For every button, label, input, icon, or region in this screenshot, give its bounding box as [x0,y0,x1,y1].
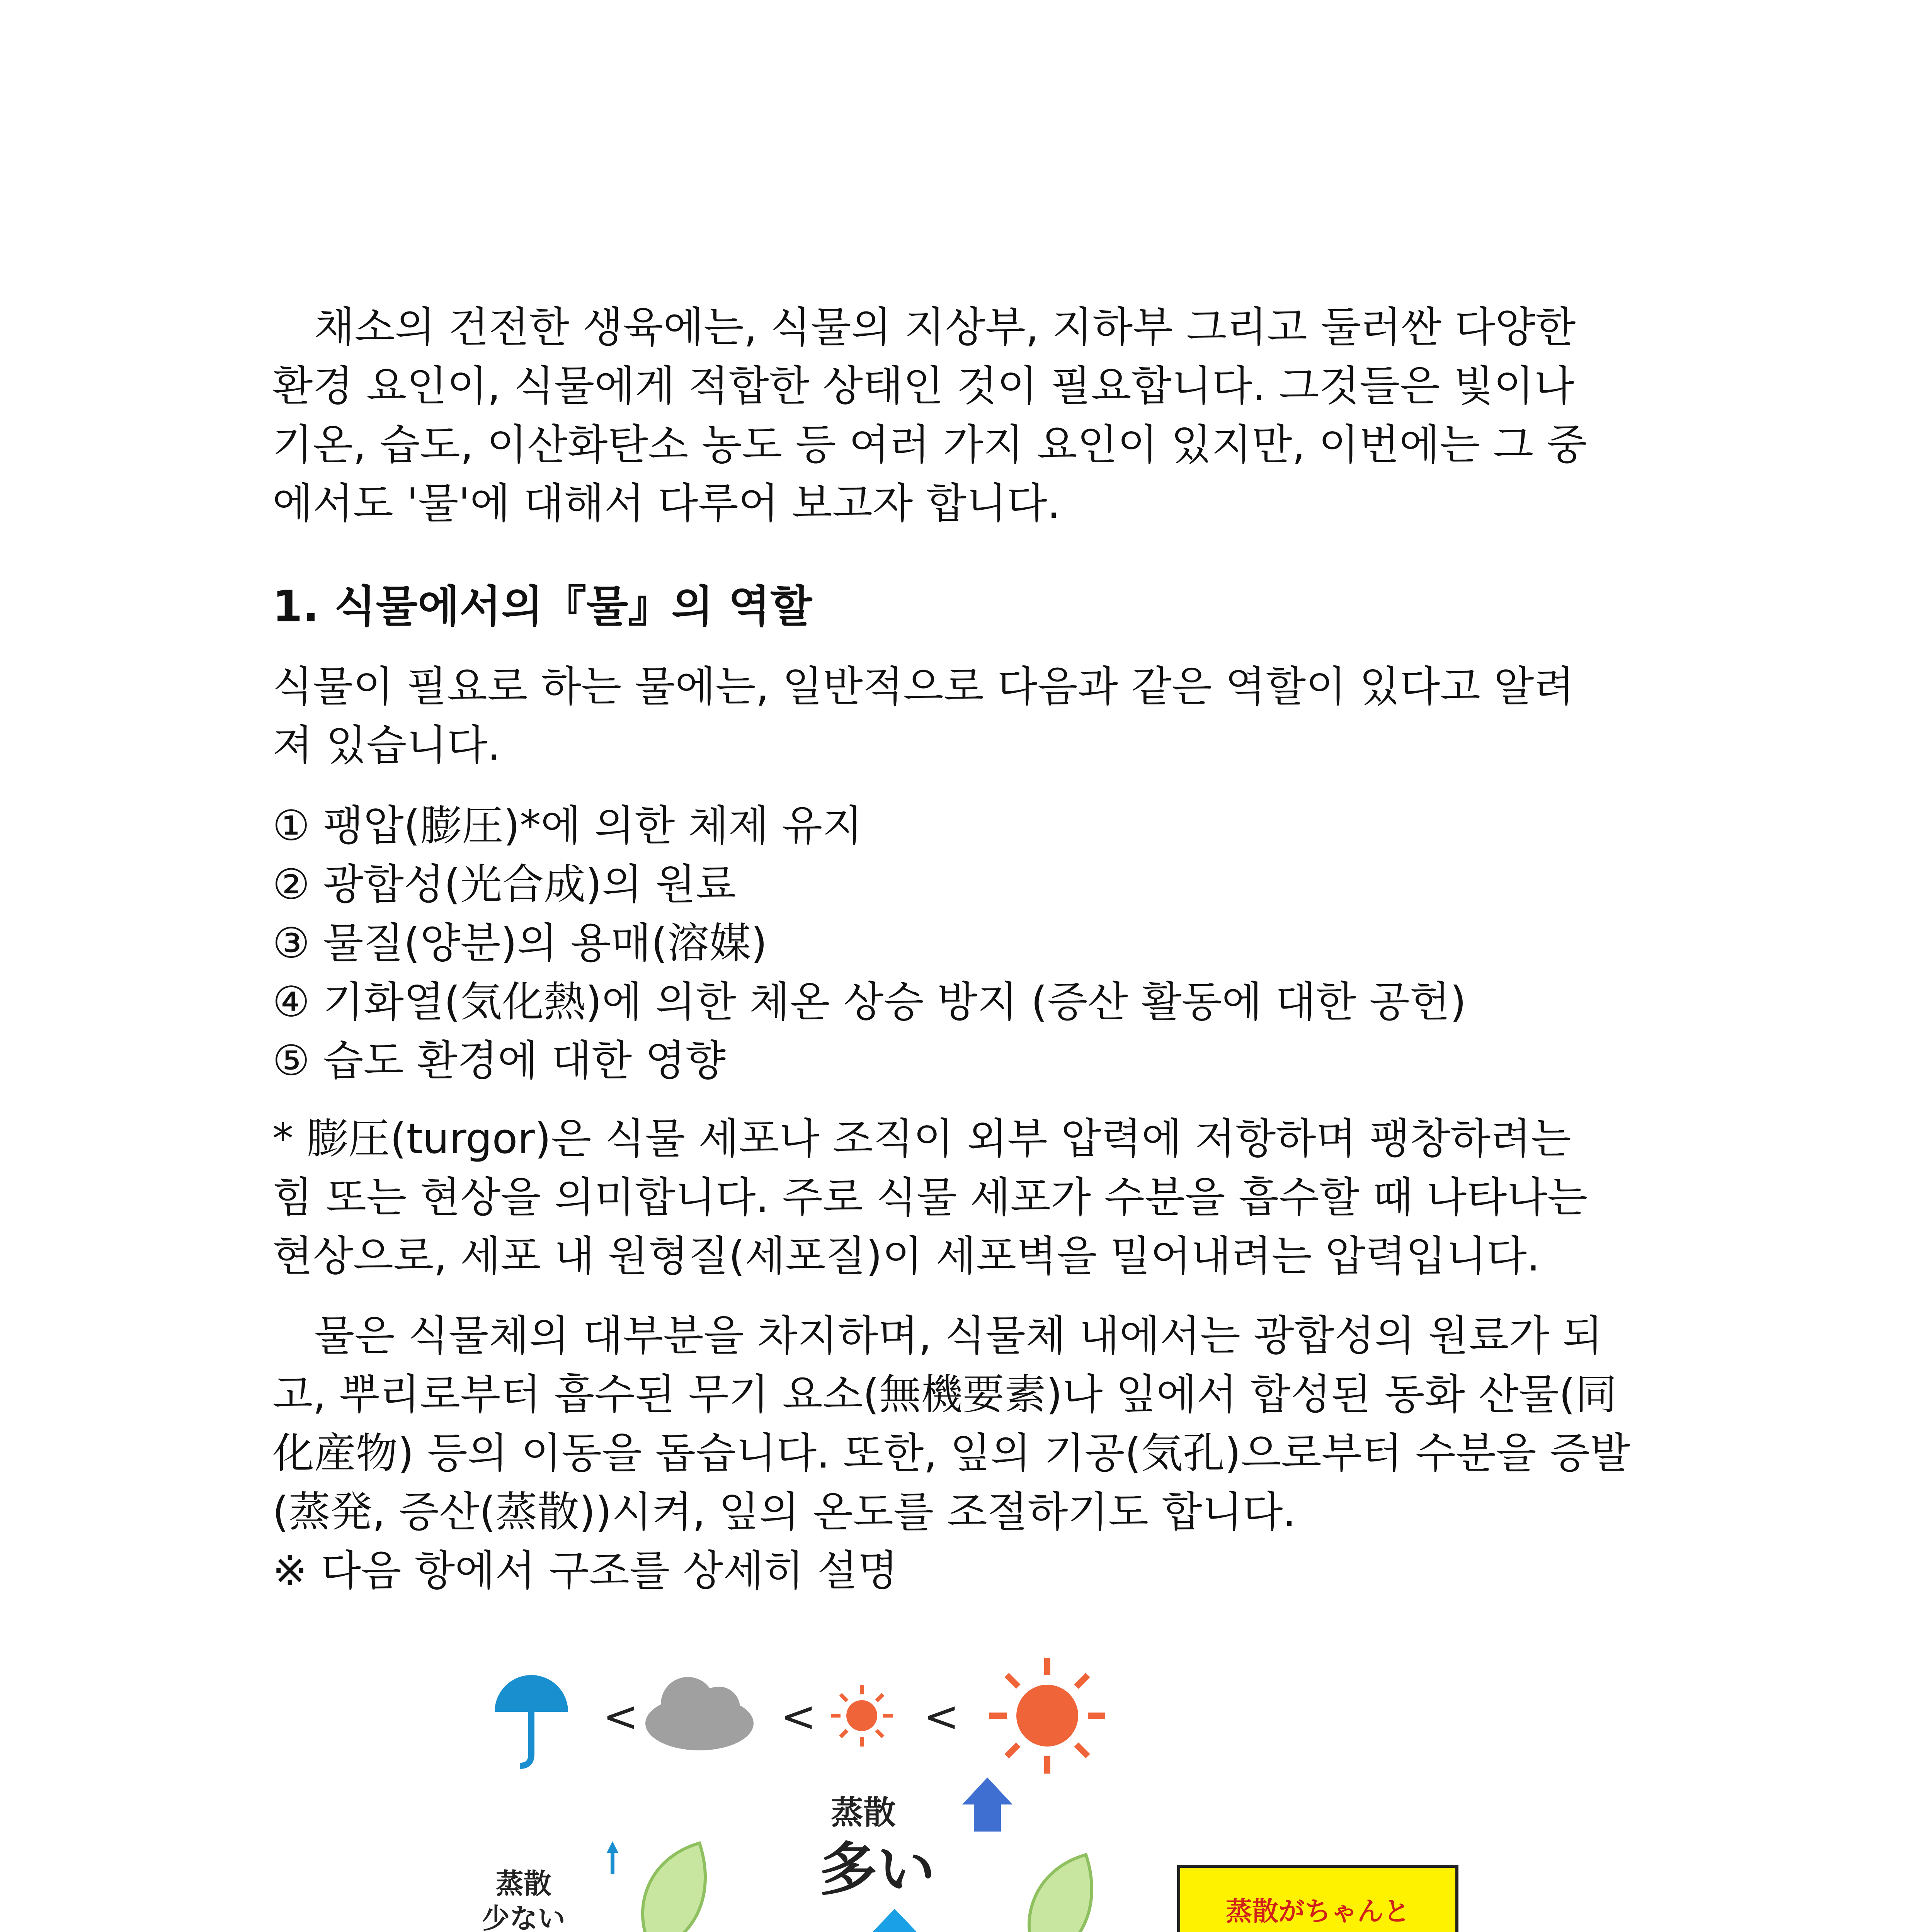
comparator: < [781,1692,817,1741]
right-transpiration-amount: 多い [819,1836,936,1903]
body-line: (蒸発, 증산(蒸散))시켜, 잎의 온도를 조절하기도 합니다. [272,1488,1296,1536]
intro-line: 환경 요인이, 식물에게 적합한 상태인 것이 필요합니다. 그것들은 빛이나 [272,362,1574,410]
comparator: < [924,1692,960,1741]
list-item: ② 광합성(光合成)의 원료 [272,861,736,909]
left-transpiration-amount: 少ない [482,1902,566,1932]
right-transpiration-label: 蒸散 [831,1794,896,1832]
list-item: ① 팽압(膨圧)*에 의한 체제 유지 [272,802,863,850]
leaf-icon [643,1843,705,1932]
list-item: ⑤ 습도 환경에 대한 영향 [272,1037,726,1085]
umbrella-icon [495,1675,568,1766]
reference-note: ※ 다음 항에서 구조를 상세히 설명 [272,1547,898,1595]
list-item: ④ 기화열(気化熱)에 의한 체온 상승 방지 (증산 활동에 대한 공헌) [272,978,1467,1026]
intro-line: 채소의 건전한 생육에는, 식물의 지상부, 지하부 그리고 둘러싼 다양한 [272,303,1576,352]
lead-line: 식물이 필요로 하는 물에는, 일반적으로 다음과 같은 역할이 있다고 알려 [272,663,1574,711]
note-line: 현상으로, 세포 내 원형질(세포질)이 세포벽을 밀어내려는 압력입니다. [272,1232,1540,1281]
intro-line: 에서도 '물'에 대해서 다루어 보고자 합니다. [272,480,1060,528]
body-line: 물은 식물체의 대부분을 차지하며, 식물체 내에서는 광합성의 원료가 되 [272,1312,1603,1360]
left-transpiration-label: 蒸散 [495,1867,552,1900]
body-line: 고, 뿌리로부터 흡수된 무기 요소(無機要素)나 잎에서 합성된 동화 산물(同 [272,1371,1617,1419]
cloud-icon [645,1677,754,1750]
note-line: * 膨圧(turgor)은 식물 세포나 조직이 외부 압력에 저항하며 팽창하려는 [272,1115,1571,1163]
intro-line: 기온, 습도, 이산화탄소 농도 등 여러 가지 요인이 있지만, 이번에는 그 중 [272,421,1587,469]
body-line: 化産物) 등의 이동을 돕습니다. 또한, 잎의 기공(気孔)으로부터 수분을 증발 [272,1429,1630,1478]
transpiration-figure [437,1642,1480,1932]
lead-line: 져 있습니다. [272,721,501,770]
leaf-icon [1029,1855,1092,1932]
comparator: < [603,1692,639,1741]
transpiration-illustration [437,1642,1480,1932]
note-line: 힘 또는 현상을 의미합니다. 주로 식물 세포가 수분을 흡수할 때 나타나는 [272,1173,1588,1222]
small-sun-icon [831,1685,893,1747]
speech-line: 蒸散がちゃんと [1225,1896,1410,1927]
big-sun-icon [989,1658,1105,1774]
list-item: ③ 물질(양분)의 용매(溶媒) [272,919,767,968]
section-heading: 1. 식물에서의『물』의 역할 [272,582,812,632]
